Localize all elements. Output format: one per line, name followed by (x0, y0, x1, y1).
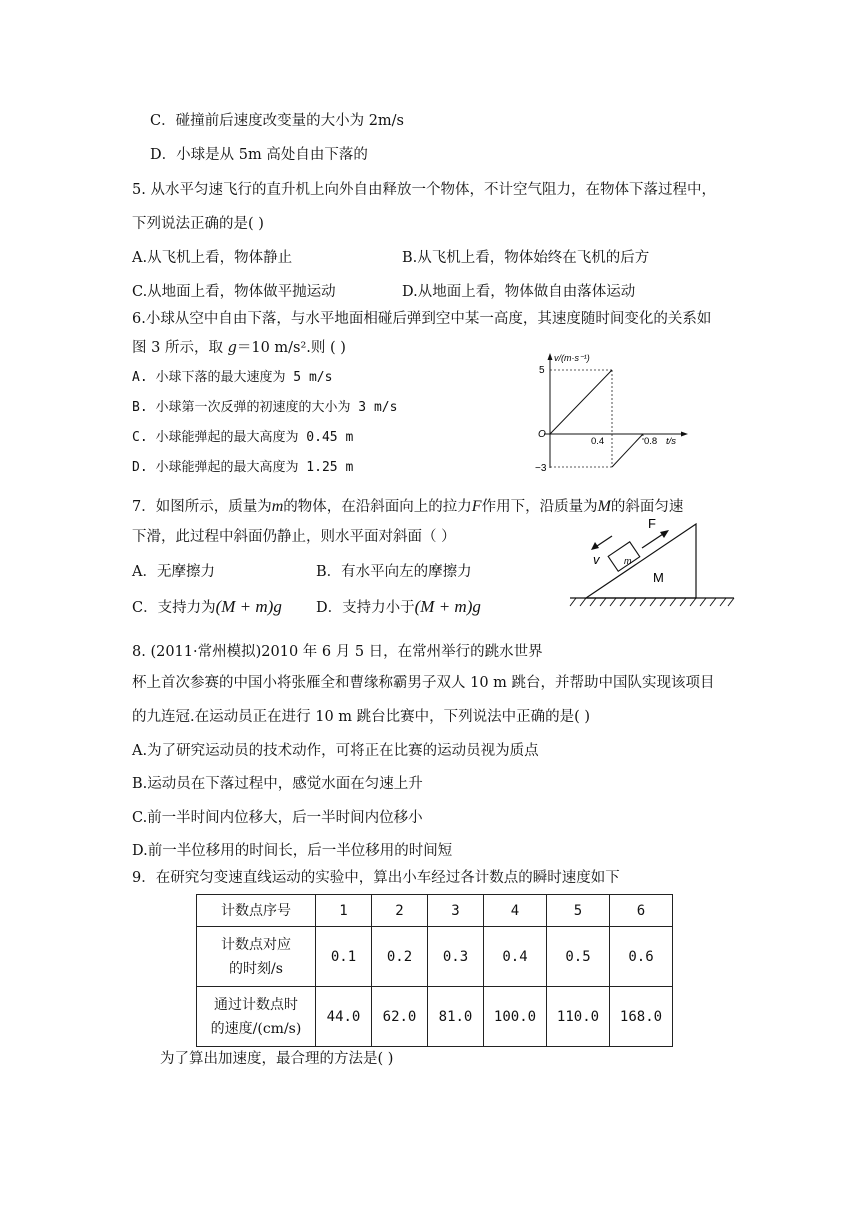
graph-fall-segment (550, 370, 612, 434)
graph-origin-label: O (538, 429, 546, 440)
velocity-label: v (593, 552, 600, 567)
graph-y-label: v/(m·s⁻¹) (554, 353, 590, 363)
q7-option-c: C．支持力为(M + m)g (132, 597, 282, 616)
q6-option-b: B. 小球第一次反弹的初速度的大小为 3 m/s (132, 400, 398, 415)
incline-wedge (586, 524, 696, 598)
big-mass-label: M (653, 570, 664, 585)
table-speed-label: 通过计数点时 的速度/(cm/s) (197, 987, 316, 1047)
incline-diagram (566, 516, 738, 612)
graph-x-label: t/s (666, 436, 677, 447)
force-label: F (648, 516, 656, 531)
q9-stem: 9．在研究匀变速直线运动的实验中，算出小车经过各计数点的瞬时速度如下 (132, 870, 620, 886)
q8-option-d: D.前一半位移用的时间长，后一半位移用的时间短 (132, 843, 453, 859)
q7-stem-line1: 7．如图所示，质量为m的物体，在沿斜面向上的拉力F作用下，沿质量为M的斜面匀速 (132, 498, 684, 515)
table-cell: 0.6 (610, 927, 673, 987)
table-cell: 62.0 (372, 987, 428, 1047)
table-cell: 0.1 (316, 927, 372, 987)
table-header-label: 计数点序号 (197, 895, 316, 927)
q7-stem-line2: 下滑，此过程中斜面仍静止，则水平面对斜面（ ） (132, 529, 456, 545)
q8-option-a: A.为了研究运动员的技术动作，可将正在比赛的运动员视为质点 (132, 743, 539, 759)
q8-stem-line2: 杯上首次参赛的中国小将张雁全和曹缘称霸男子双人 10 m 跳台，并帮助中国队实现该项目 (132, 675, 715, 691)
q6-option-c: C. 小球能弹起的最大高度为 0.45 m (132, 430, 354, 445)
q5-option-a: A.从飞机上看，物体静止 (132, 250, 293, 266)
table-cell: 0.4 (484, 927, 547, 987)
q8-stem-line3: 的九连冠.在运动员正在进行 10 m 跳台比赛中，下列说法中正确的是( ) (132, 709, 591, 725)
graph-y-top-label: 5 (539, 365, 545, 376)
velocity-data-table (196, 894, 673, 1047)
q6-stem-line2: 图 3 所示，取 g＝10 m/s².则 ( ) (132, 340, 346, 356)
table-cell: 110.0 (547, 987, 610, 1047)
q7-option-b: B．有水平向左的摩擦力 (316, 564, 472, 580)
table-time-label: 计数点对应 的时刻/s (197, 927, 316, 987)
table-cell: 6 (610, 895, 673, 927)
q7-option-a: A．无摩擦力 (132, 564, 215, 580)
q7-option-d: D．支持力小于(M + m)g (316, 597, 481, 616)
table-cell: 44.0 (316, 987, 372, 1047)
table-cell: 2 (372, 895, 428, 927)
table-row (197, 987, 673, 1047)
q8-option-b: B.运动员在下落过程中，感觉水面在匀速上升 (132, 776, 423, 792)
table-cell: 0.3 (428, 927, 484, 987)
table-cell: 81.0 (428, 987, 484, 1047)
q4-option-d: D．小球是从 5m 高处自由下落的 (150, 147, 368, 163)
table-cell: 100.0 (484, 987, 547, 1047)
graph-y-bottom-label: −3 (535, 463, 547, 474)
q6-option-d: D. 小球能弹起的最大高度为 1.25 m (132, 460, 354, 475)
small-mass-label: m (624, 556, 632, 566)
table-row (197, 927, 673, 987)
table-row (197, 895, 673, 927)
velocity-time-graph (528, 350, 688, 478)
q9-prompt: 为了算出加速度，最合理的方法是( ) (160, 1051, 394, 1067)
q5-stem-line2: 下列说法正确的是( ) (132, 216, 264, 232)
q6-option-a: A. 小球下落的最大速度为 5 m/s (132, 370, 333, 385)
q6-stem-line1: 6.小球从空中自由下落，与水平地面相碰后弹到空中某一高度，其速度随时间变化的关系如 (132, 311, 712, 327)
table-cell: 4 (484, 895, 547, 927)
table-cell: 3 (428, 895, 484, 927)
table-cell: 0.2 (372, 927, 428, 987)
q5-option-b: B.从飞机上看，物体始终在飞机的后方 (402, 250, 650, 266)
table-cell: 1 (316, 895, 372, 927)
graph-x-end-label: 0.8 (644, 436, 658, 447)
q8-option-c: C.前一半时间内位移大，后一半时间内位移小 (132, 810, 423, 826)
q8-stem-line1: 8. (2011·常州模拟)2010 年 6 月 5 日，在常州举行的跳水世界 (132, 644, 543, 660)
q4-option-c: C．碰撞前后速度改变量的大小为 2m/s (150, 113, 405, 129)
table-cell: 0.5 (547, 927, 610, 987)
graph-rebound-segment (612, 434, 643, 467)
table-cell: 168.0 (610, 987, 673, 1047)
ground-hatching (570, 598, 734, 606)
q5-option-d: D.从地面上看，物体做自由落体运动 (402, 284, 636, 300)
q5-stem-line1: 5. 从水平匀速飞行的直升机上向外自由释放一个物体，不计空气阻力，在物体下落过程中， (132, 182, 716, 198)
q5-option-c: C.从地面上看，物体做平抛运动 (132, 284, 336, 300)
table-cell: 5 (547, 895, 610, 927)
graph-x-mid-label: 0.4 (591, 436, 605, 447)
